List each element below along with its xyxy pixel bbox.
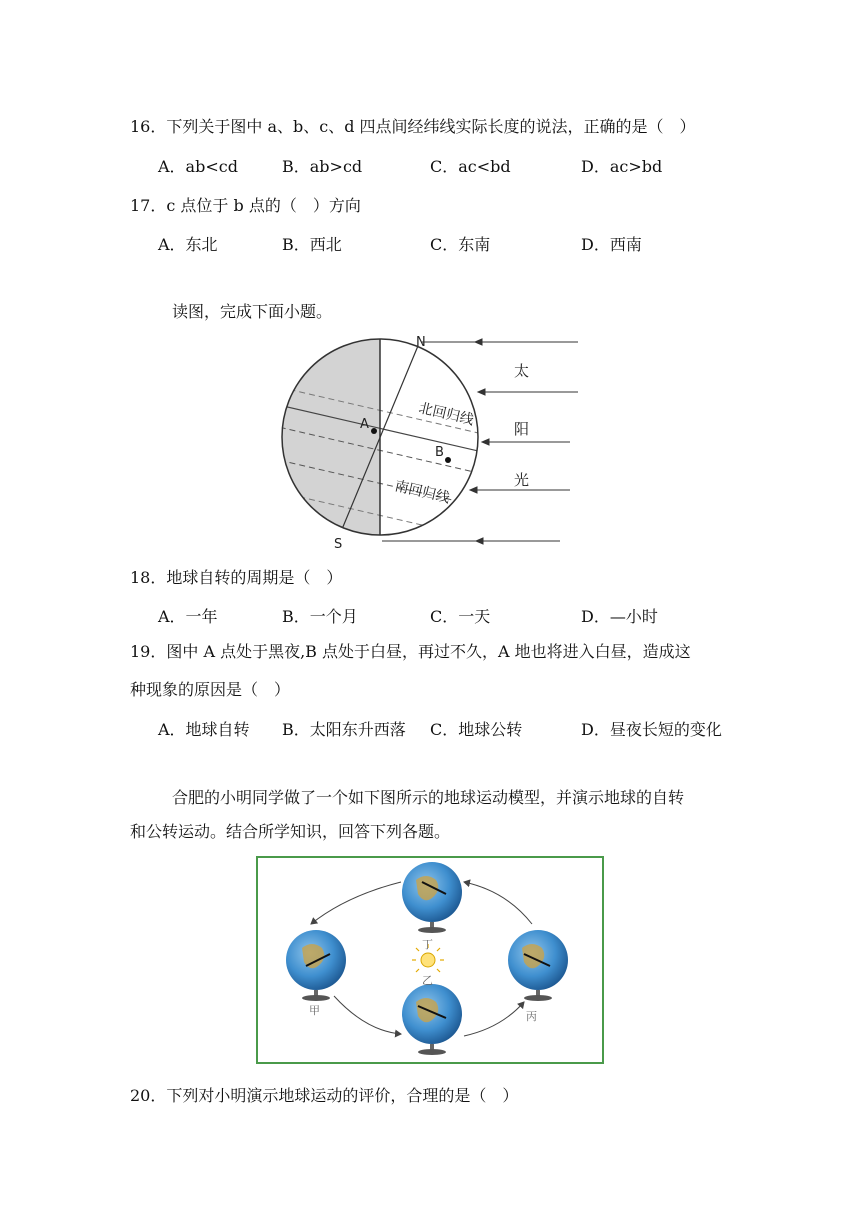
q18-option-d: D．—小时 xyxy=(581,607,658,626)
q19-stem-line1: 19．图中 A 点处于黑夜,B 点处于白昼，再过不久，A 地也将进入白昼，造成这 xyxy=(130,642,691,661)
q17-option-b: B．西北 xyxy=(282,235,342,254)
q17-option-c: C．东南 xyxy=(430,235,491,254)
label-bing: 丙 xyxy=(526,1010,537,1023)
intro-read-figure: 读图，完成下面小题。 xyxy=(172,302,333,321)
q19-stem-line2: 种现象的原因是（ ） xyxy=(130,680,291,699)
sunlight-arrows xyxy=(382,339,578,544)
q19-option-b: B．太阳东升西落 xyxy=(282,720,406,739)
sun-char-tai: 太 xyxy=(514,362,530,380)
q20-stem: 20．下列对小明演示地球运动的评价，合理的是（ ） xyxy=(130,1086,519,1105)
point-b-dot xyxy=(445,457,451,463)
q16-option-d: D．ac>bd xyxy=(581,157,663,176)
q17-stem: 17．c 点位于 b 点的（ ）方向 xyxy=(130,196,361,215)
label-jia: 甲 xyxy=(309,1004,320,1017)
tropic-capricorn-label: 南回归线 xyxy=(393,478,452,507)
q18-option-c: C．一天 xyxy=(430,607,491,626)
sun-char-yang: 阳 xyxy=(514,420,530,438)
q16-option-c: C．ac<bd xyxy=(430,157,511,176)
q19-option-c: C．地球公转 xyxy=(430,720,523,739)
q16-option-a: A．ab<cd xyxy=(158,157,238,176)
intro-model-line1: 合肥的小明同学做了一个如下图所示的地球运动模型，并演示地球的自转 xyxy=(172,788,685,807)
tropic-cancer-label: 北回归线 xyxy=(417,400,476,429)
q16-option-b: B．ab>cd xyxy=(282,157,363,176)
q17-option-a: A．东北 xyxy=(158,235,218,254)
south-label: S xyxy=(334,537,343,552)
q17-option-d: D．西南 xyxy=(581,235,642,254)
q18-stem: 18．地球自转的周期是（ ） xyxy=(130,568,343,587)
intro-model-line2: 和公转运动。结合所学知识，回答下列各题。 xyxy=(130,822,451,841)
sun-char-guang: 光 xyxy=(514,471,530,489)
north-label: N xyxy=(416,335,426,350)
label-ding: 丁 xyxy=(422,938,433,951)
q16-stem: 16．下列关于图中 a、b、c、d 四点间经纬线实际长度的说法，正确的是（ ） xyxy=(130,117,696,136)
q18-option-b: B．一个月 xyxy=(282,607,358,626)
point-b-label: B xyxy=(435,445,444,460)
point-a-label: A xyxy=(360,417,369,432)
earth-day-night-diagram xyxy=(270,330,590,552)
point-a-dot xyxy=(371,428,377,434)
q18-option-a: A．一年 xyxy=(158,607,218,626)
label-yi: 乙 xyxy=(422,974,433,987)
q19-option-a: A．地球自转 xyxy=(158,720,250,739)
earth-motion-model-figure xyxy=(256,856,604,1064)
q19-option-d: D．昼夜长短的变化 xyxy=(581,720,722,739)
